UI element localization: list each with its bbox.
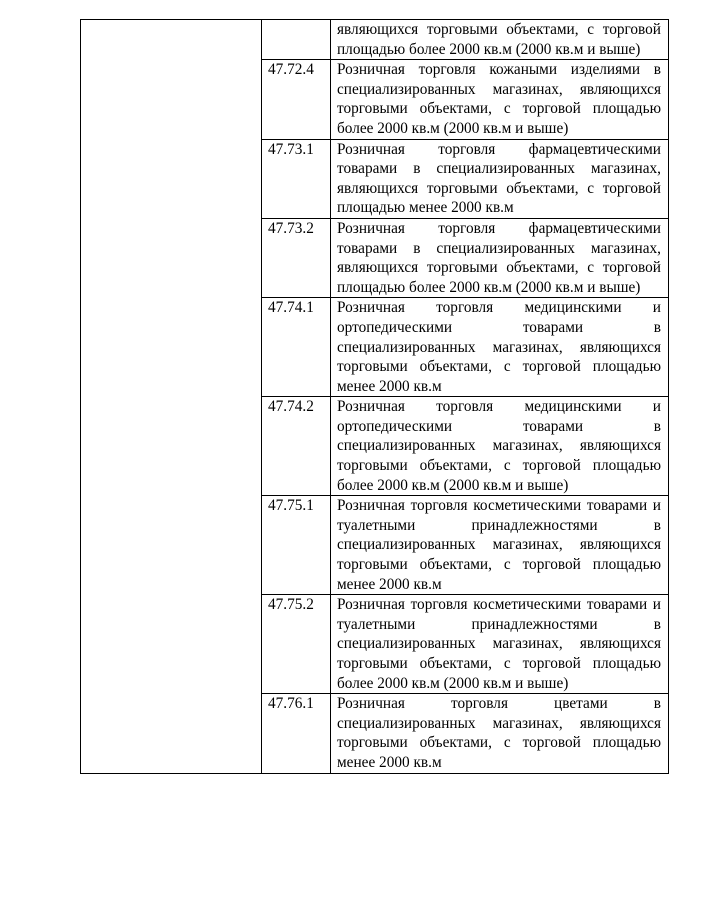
description-cell: Розничная торговля цветами в специализированных магазинах, являющихся торговыми объектами, с торговой площадью менее 2000 кв.м [331, 694, 669, 773]
description-cell: Розничная торговля фармацевтическими товарами в специализированных магазинах, являющихся торговыми объектами, с торговой площадью более 2000 кв.м (2000 кв.м и выше) [331, 218, 669, 297]
code-cell: 47.75.1 [262, 496, 331, 595]
description-cell: Розничная торговля кожаными изделиями в специализированных магазинах, являющихся торговыми объектами, с торговой площадью более 2000 кв.м (2000 кв.м и выше) [331, 60, 669, 139]
code-cell: 47.74.1 [262, 298, 331, 397]
description-cell: Розничная торговля фармацевтическими товарами в специализированных магазинах, являющихся торговыми объектами, с торговой площадью менее 2000 кв.м [331, 139, 669, 218]
table-body [81, 20, 669, 774]
code-cell: 47.75.2 [262, 595, 331, 694]
description-cell: являющихся торговыми объектами, с торговой площадью более 2000 кв.м (2000 кв.м и выше) [331, 20, 669, 60]
code-cell: 47.74.2 [262, 397, 331, 496]
description-cell: Розничная торговля медицинскими и ортопедическими товарами в специализированных магазинах, являющихся торговыми объектами, с торговой площадью менее 2000 кв.м [331, 298, 669, 397]
code-cell [262, 20, 331, 60]
table-row [81, 20, 669, 60]
code-cell: 47.76.1 [262, 694, 331, 773]
description-cell: Розничная торговля косметическими товарами и туалетными принадлежностями в специализированных магазинах, являющихся торговыми объектами, с торговой площадью более 2000 кв.м (2000 кв.м и выше) [331, 595, 669, 694]
code-cell: 47.73.2 [262, 218, 331, 297]
code-cell: 47.73.1 [262, 139, 331, 218]
description-cell: Розничная торговля косметическими товарами и туалетными принадлежностями в специализированных магазинах, являющихся торговыми объектами, с торговой площадью менее 2000 кв.м [331, 496, 669, 595]
code-cell: 47.72.4 [262, 60, 331, 139]
activity-codes-table [80, 19, 669, 774]
category-cell [81, 20, 262, 774]
description-cell: Розничная торговля медицинскими и ортопедическими товарами в специализированных магазинах, являющихся торговыми объектами, с торговой площадью более 2000 кв.м (2000 кв.м и выше) [331, 397, 669, 496]
